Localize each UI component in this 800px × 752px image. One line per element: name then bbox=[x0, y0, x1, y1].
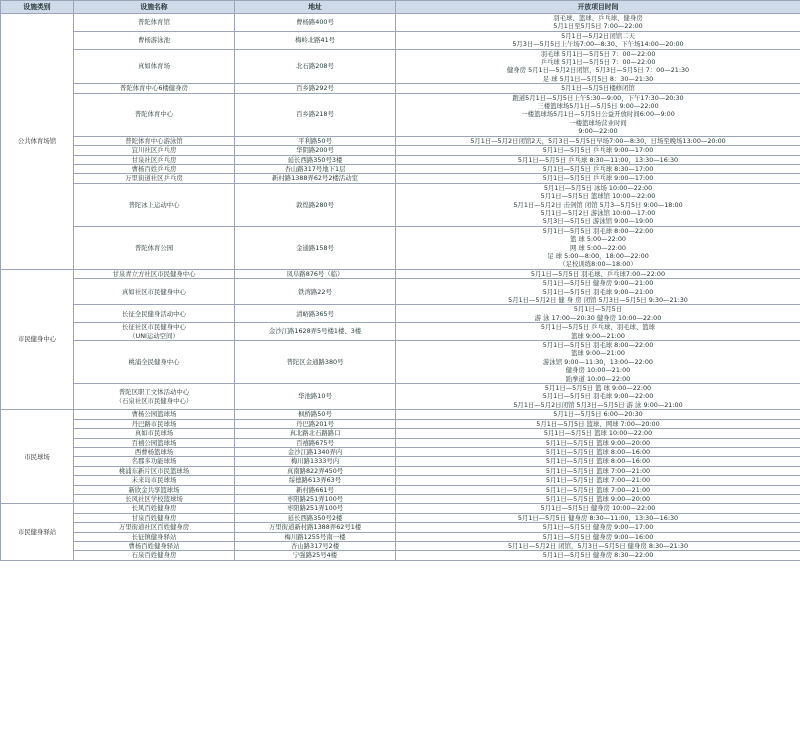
hours-line: 5月1日—5月2日 游泳馆 10:00—17:00 bbox=[540, 208, 656, 217]
hours-line: 5月1日—5月5日 羽毛球 8:00—22:00 bbox=[542, 341, 654, 350]
address-cell: 百乡路218号 bbox=[235, 93, 396, 136]
header-address: 地址 bbox=[235, 1, 396, 14]
address-cell: 百禧路675号 bbox=[235, 438, 396, 447]
hours-cell bbox=[396, 532, 800, 541]
table-row bbox=[1, 49, 800, 84]
header-category: 设施类别 bbox=[1, 1, 74, 14]
facility-name-cell bbox=[74, 183, 235, 226]
hours-line: 5月3日—5月5日上午场7:00—8:30、下午场14:00—20:00 bbox=[512, 40, 684, 49]
table-row bbox=[1, 174, 800, 183]
hours-line: 5月1日—5月5日 篮球 10:00—22:00 bbox=[543, 429, 653, 438]
hours-line: 5月1日—5月5日 篮球 8:00—16:00 bbox=[545, 457, 651, 466]
address-cell: 枣阳路251弄100号 bbox=[235, 504, 396, 513]
hours-cell bbox=[396, 305, 800, 323]
facility-name-cell bbox=[74, 146, 235, 155]
address-cell: 凤阜路876号（临） bbox=[235, 269, 396, 278]
hours-cell bbox=[396, 447, 800, 456]
facility-name: 真如体育场 bbox=[138, 62, 170, 71]
facility-name-cell bbox=[74, 532, 235, 541]
address-cell: 北石路208号 bbox=[235, 49, 396, 84]
hours-line: 5月1日—5月2日闭馆 5月3日—5月5日 游 泳 9:00—21:00 bbox=[513, 400, 683, 409]
address-cell: 枫桥路50号 bbox=[235, 410, 396, 419]
facility-name-cell bbox=[74, 279, 235, 305]
facility-name-cell bbox=[74, 523, 235, 532]
table-row bbox=[1, 419, 800, 428]
hours-line: 健身房 10:00—21:00 bbox=[565, 366, 631, 375]
facility-name-cell bbox=[74, 429, 235, 438]
facility-name: 百禧公园篮球场 bbox=[131, 438, 177, 447]
hours-line: 5月1日—5月5日 乒乓球 8:30—17:00 bbox=[542, 164, 654, 173]
hours-line: 5月1日—5月5日 篮球 7:00—21:00 bbox=[545, 476, 651, 485]
facility-name: 普陀体育中心游泳馆 bbox=[125, 136, 183, 145]
hours-line: 5月1日—5月5日 篮球 9:00—20:00 bbox=[545, 494, 651, 503]
table-row bbox=[1, 410, 800, 419]
facility-name: 长征镇健身驿站 bbox=[131, 532, 177, 541]
hours-line: 5月1日—5月5日 bbox=[573, 305, 623, 314]
facility-name: 万里街道社区乒乓房 bbox=[125, 174, 183, 183]
table-row bbox=[1, 466, 800, 475]
facility-name: 长风百姓健身房 bbox=[131, 504, 177, 513]
address-cell: 杏山路317号地下1层 bbox=[235, 164, 396, 173]
facility-name-cell bbox=[74, 155, 235, 164]
facility-name-cell bbox=[74, 384, 235, 410]
facility-name-cell bbox=[74, 447, 235, 456]
address-cell: 华池路10号 bbox=[235, 384, 396, 410]
facility-name-cell bbox=[74, 49, 235, 84]
table-row bbox=[1, 476, 800, 485]
facility-name-cell bbox=[74, 466, 235, 475]
table-row bbox=[1, 269, 800, 278]
hours-line: 健身房 5月1日—5月2日闭馆，5月3日—5月5日 7：00—21:30 bbox=[506, 66, 690, 75]
facility-name: 曹杨游泳池 bbox=[138, 36, 170, 45]
hours-cell bbox=[396, 93, 800, 136]
hours-line: 5月1日—5月5日 健身房 8:30—11:00，13:30—16:30 bbox=[517, 513, 679, 522]
address-cell: 梅川路1333号内 bbox=[235, 457, 396, 466]
hours-line: 5月1日—5月2日 击剑馆 闭馆 5月3—5月5日 9:00—18:00 bbox=[513, 200, 683, 209]
hours-cell bbox=[396, 14, 800, 32]
hours-line: 5月1日—5月5日 健身房 9:00—16:00 bbox=[542, 532, 654, 541]
hours-line: 5月1日—5月5日 篮球 7:00—21:00 bbox=[545, 466, 651, 475]
facility-name-cell bbox=[74, 31, 235, 49]
hours-cell bbox=[396, 164, 800, 173]
hours-line: 篮 球 5:00—22:00 bbox=[569, 235, 626, 244]
facility-name-cell bbox=[74, 14, 235, 32]
facility-name-cell bbox=[74, 419, 235, 428]
facility-name-cell bbox=[74, 494, 235, 503]
facility-name-cell bbox=[74, 341, 235, 384]
table-row bbox=[1, 429, 800, 438]
hours-line: 网 球 5:00—22:00 bbox=[569, 243, 626, 252]
address-cell: 清峪路365号 bbox=[235, 305, 396, 323]
facility-name: 曹杨百姓乒乓房 bbox=[131, 164, 177, 173]
facility-name: 普陀体育公园 bbox=[134, 243, 174, 252]
address-cell: 曹杨路400号 bbox=[235, 14, 396, 32]
hours-cell bbox=[396, 429, 800, 438]
address-cell: 延长西路350号2楼 bbox=[235, 513, 396, 522]
hours-cell bbox=[396, 513, 800, 522]
facility-name: 长风社区学校篮球场 bbox=[125, 494, 183, 503]
address-cell: 新村路1388弄62号2楼活动室 bbox=[235, 174, 396, 183]
table-body bbox=[1, 14, 800, 561]
facility-name-cell bbox=[74, 438, 235, 447]
address-cell: 普陀区金通路380号 bbox=[235, 341, 396, 384]
hours-line: 5月1日—5月2日闭馆二天 bbox=[561, 31, 635, 40]
table-row bbox=[1, 341, 800, 384]
table-row bbox=[1, 438, 800, 447]
table-row bbox=[1, 447, 800, 456]
facility-name-cell bbox=[74, 226, 235, 269]
category-cell: 公共体育场馆 bbox=[1, 14, 74, 270]
hours-cell bbox=[396, 457, 800, 466]
hours-cell bbox=[396, 419, 800, 428]
facility-name: 长征社区市民健身中心 bbox=[122, 323, 186, 332]
facility-name: 真如市民球场 bbox=[134, 429, 174, 438]
facility-name: 曹杨百姓健身驿站 bbox=[128, 541, 180, 550]
hours-cell bbox=[396, 31, 800, 49]
facility-name: 普陀体育中心 bbox=[134, 110, 174, 119]
hours-cell bbox=[396, 466, 800, 475]
table-row bbox=[1, 523, 800, 532]
facility-name-cell bbox=[74, 323, 235, 341]
hours-cell bbox=[396, 384, 800, 410]
hours-line: 5月1日—5月2日闭馆2天，5月3日—5月5日早场7:00—8:30、日场至晚场13:00—20:00 bbox=[470, 136, 726, 145]
address-cell: 绥德路613弄63号 bbox=[235, 476, 396, 485]
facility-name-cell bbox=[74, 305, 235, 323]
address-cell: 铁湾路22号 bbox=[235, 279, 396, 305]
facility-name: 曹杨公园篮球场 bbox=[131, 410, 177, 419]
table-row bbox=[1, 164, 800, 173]
address-cell: 真北路北石路路口 bbox=[235, 429, 396, 438]
hours-line: 5月1日—5月5日 篮 球 9:00—22:00 bbox=[544, 384, 652, 393]
table-row bbox=[1, 84, 800, 93]
facility-name-cell bbox=[74, 93, 235, 136]
table-row bbox=[1, 183, 800, 226]
facility-name-cell bbox=[74, 84, 235, 93]
hours-line: 三楼篮球场5月1日—5月5日 9:00—22:00 bbox=[537, 102, 659, 111]
header-opening-hours: 开放项目时间 bbox=[396, 1, 800, 14]
category-cell: 市民健身中心 bbox=[1, 269, 74, 410]
hours-line: 5月1日—5月5日 篮球 8:00—16:00 bbox=[545, 447, 651, 456]
hours-cell bbox=[396, 155, 800, 164]
hours-line: 5月1日—5月5日 篮球 7:00—21:00 bbox=[545, 485, 651, 494]
table-row bbox=[1, 155, 800, 164]
hours-line: 一楼篮球场5月1日—5月5日公益开放时间6:00—9:00 bbox=[521, 110, 675, 119]
hours-line: 跆拳道 10:00—22:00 bbox=[565, 374, 631, 383]
facility-name: 甘泉青立方社区市民健身中心 bbox=[112, 269, 196, 278]
header-facility-name: 设施名称 bbox=[74, 1, 235, 14]
facility-name: 名郡多功能球场 bbox=[131, 457, 177, 466]
hours-cell bbox=[396, 279, 800, 305]
hours-line: 5月1日—5月5日 篮球、网球 7:00—20:00 bbox=[536, 419, 660, 428]
facility-name-note: （UNI运动空间） bbox=[129, 331, 179, 340]
hours-line: 5月1日—5月5日 健身房 8:30—22:00 bbox=[542, 551, 654, 560]
facility-name: 万里街道社区百姓健身房 bbox=[118, 523, 190, 532]
hours-cell bbox=[396, 523, 800, 532]
hours-cell bbox=[396, 269, 800, 278]
hours-line: 5月1日—5月5日 羽毛球、乒乓球7:00—22:00 bbox=[530, 269, 666, 278]
facility-name: 新欣金共享篮球场 bbox=[128, 485, 180, 494]
address-cell: 百乡路292号 bbox=[235, 84, 396, 93]
table-row bbox=[1, 14, 800, 32]
hours-line: 5月1日至5月5日 7:00—22:00 bbox=[553, 22, 643, 31]
facility-name-cell bbox=[74, 174, 235, 183]
hours-line: 篮球 9:00—21:00 bbox=[571, 331, 625, 340]
hours-cell bbox=[396, 410, 800, 419]
facility-name-cell bbox=[74, 136, 235, 145]
hours-cell bbox=[396, 323, 800, 341]
hours-line: 5月1日—5月5日 乒乓球、羽毛球、篮球 bbox=[540, 323, 656, 332]
hours-line: 乒乓球 5月1日—5月5日 7：00—22:00 bbox=[540, 58, 656, 67]
table-row bbox=[1, 226, 800, 269]
hours-line: 足 球 5月1日—5月5日 8：30—21:30 bbox=[542, 74, 654, 83]
hours-cell bbox=[396, 174, 800, 183]
table-row bbox=[1, 305, 800, 323]
table-row bbox=[1, 532, 800, 541]
facility-name: 未来岛市民球场 bbox=[131, 476, 177, 485]
table-row bbox=[1, 541, 800, 550]
facility-name: 宜川社区乒乓房 bbox=[131, 146, 177, 155]
table-row bbox=[1, 513, 800, 522]
hours-line: 5月1日—5月5日 冰场 10:00—22:00 bbox=[543, 183, 653, 192]
address-cell: 金通路158号 bbox=[235, 226, 396, 269]
hours-cell bbox=[396, 84, 800, 93]
facility-name-cell bbox=[74, 513, 235, 522]
address-cell: 新村路661号 bbox=[235, 485, 396, 494]
hours-cell bbox=[396, 146, 800, 155]
facility-name-cell bbox=[74, 476, 235, 485]
facility-name-cell bbox=[74, 541, 235, 550]
hours-line: 5月1日—5月5日 乒乓球 9:00—17:00 bbox=[542, 174, 654, 183]
hours-cell bbox=[396, 438, 800, 447]
address-cell: 金沙江路1628弄5号楼1楼、3楼 bbox=[235, 323, 396, 341]
facility-name-cell bbox=[74, 269, 235, 278]
table-row bbox=[1, 457, 800, 466]
facility-name-cell bbox=[74, 504, 235, 513]
hours-line: 5月1日—5月5日 健身房 10:00—22:00 bbox=[540, 504, 656, 513]
facility-name: 普陀体育中心6楼健身房 bbox=[120, 84, 188, 93]
table-row bbox=[1, 146, 800, 155]
facility-name: 丹巴路市民球场 bbox=[131, 419, 177, 428]
address-cell: 宁强路25号4楼 bbox=[235, 551, 396, 560]
hours-cell bbox=[396, 49, 800, 84]
facility-name-cell bbox=[74, 551, 235, 560]
hours-line: 5月1日—5月5日 乒乓球 8:30—11:00，13:30—16:30 bbox=[517, 155, 679, 164]
facility-name-cell bbox=[74, 485, 235, 494]
hours-line: 5月1日—5月5日楼修闭馆 bbox=[561, 84, 635, 93]
hours-line: 5月1日—5月5日 6:00—20:30 bbox=[553, 410, 643, 419]
hours-line: 5月1日—5月5日 羽毛球 9:00—22:00 bbox=[542, 392, 654, 401]
facility-name: 桃浦全民健身中心 bbox=[128, 357, 180, 366]
facility-name: 普陀区职工文体活动中心 bbox=[118, 388, 190, 397]
hours-line: 5月1日—5月2日 健 身 房 闭馆 5月3日—5月5日 9:30—21:30 bbox=[508, 296, 688, 304]
hours-line: 跑道5月1日—5月5日上午5:30—9:00，下午17:30—20:30 bbox=[512, 93, 684, 102]
hours-line: 5月3日—5月5日 游泳馆 9:00—19:00 bbox=[542, 217, 654, 226]
facility-name-cell bbox=[74, 164, 235, 173]
facility-name: 甘泉社区乒乓房 bbox=[131, 155, 177, 164]
address-cell: 敦煌路280号 bbox=[235, 183, 396, 226]
table-row bbox=[1, 31, 800, 49]
table-row bbox=[1, 93, 800, 136]
hours-cell bbox=[396, 485, 800, 494]
hours-line: 5月1日—5月5日 篮球馆 10:00—22:00 bbox=[540, 192, 656, 201]
facility-name: 普陀冰上运动中心 bbox=[128, 200, 180, 209]
table-row bbox=[1, 279, 800, 305]
address-cell: 梅川路1255号南一楼 bbox=[235, 532, 396, 541]
hours-cell bbox=[396, 136, 800, 145]
table-row bbox=[1, 504, 800, 513]
facility-name: 普陀体育馆 bbox=[138, 18, 170, 27]
hours-line: （足校训练8:00—18:00） bbox=[559, 260, 637, 269]
hours-cell bbox=[396, 551, 800, 560]
facility-name: 长征全民健身活动中心 bbox=[122, 309, 186, 318]
hours-line: 5月1日—5月2日 闭馆，5月3日—5月5日 健身房 8:30—21:30 bbox=[507, 541, 689, 550]
hours-line: 足 球 5:00—8:00，18:00—22:00 bbox=[547, 251, 649, 260]
address-cell: 梅岭北路41号 bbox=[235, 31, 396, 49]
table-row bbox=[1, 136, 800, 145]
category-cell: 市民球场 bbox=[1, 410, 74, 504]
hours-line: 一楼篮球场营业时间 bbox=[569, 118, 627, 127]
facility-name: 真如社区市民健身中心 bbox=[122, 287, 186, 296]
address-cell: 万里街道新村路1388弄62号1楼 bbox=[235, 523, 396, 532]
hours-line: 5月1日—5月5日 羽毛球 9:00—21:00 bbox=[542, 287, 654, 296]
hours-line: 羽毛球 5月1日—5月5日 7：00—22:00 bbox=[540, 49, 656, 58]
table-row bbox=[1, 551, 800, 560]
address-cell: 金沙江路1340弄内 bbox=[235, 447, 396, 456]
hours-cell bbox=[396, 341, 800, 384]
facility-name: 桃浦东新片区市民篮球场 bbox=[118, 466, 190, 475]
table-row bbox=[1, 485, 800, 494]
hours-line: 5月1日—5月5日 乒乓球 9:00—17:00 bbox=[542, 146, 654, 155]
hours-line: 5月1日—5月5日 羽毛球 8:00—22:00 bbox=[542, 226, 654, 235]
hours-line: 羽毛球、篮球、乒乓球、健身房 bbox=[553, 14, 643, 22]
hours-cell bbox=[396, 494, 800, 503]
hours-line: 5月1日—5月5日 篮球 9:00—20:00 bbox=[545, 438, 651, 447]
hours-cell bbox=[396, 183, 800, 226]
facility-name-cell bbox=[74, 410, 235, 419]
table-row bbox=[1, 494, 800, 503]
address-cell: 延长西路350号3楼 bbox=[235, 155, 396, 164]
facility-name-cell bbox=[74, 457, 235, 466]
header-row bbox=[1, 1, 800, 14]
hours-cell bbox=[396, 476, 800, 485]
hours-line: 游泳馆 9:00—11:30，13:00—22:00 bbox=[543, 357, 653, 366]
address-cell: 丹巴路201号 bbox=[235, 419, 396, 428]
hours-cell bbox=[396, 504, 800, 513]
hours-line: 9:00—22:00 bbox=[578, 127, 618, 136]
facility-name: 石泉百姓健身房 bbox=[131, 551, 177, 560]
facility-name: 西曹杨篮球场 bbox=[134, 447, 174, 456]
address-cell: 华阴路200号 bbox=[235, 146, 396, 155]
facility-name: 甘泉百姓健身房 bbox=[131, 513, 177, 522]
hours-line: 游 泳 17:00—20:30 健身房 10:00—22:00 bbox=[534, 313, 662, 322]
hours-line: 5月1日—5月5日 健身房 9:00—17:00 bbox=[542, 523, 654, 532]
address-cell: 杏山路317号2楼 bbox=[235, 541, 396, 550]
facility-name-note: （石泉社区市民健身中心） bbox=[115, 396, 193, 405]
address-cell: 平利路50号 bbox=[235, 136, 396, 145]
category-cell: 市民健身驿站 bbox=[1, 504, 74, 560]
address-cell: 枣阳路251弄100号 bbox=[235, 494, 396, 503]
hours-cell bbox=[396, 226, 800, 269]
table-row bbox=[1, 384, 800, 410]
address-cell: 真南路822弄450号 bbox=[235, 466, 396, 475]
table-row bbox=[1, 323, 800, 341]
hours-cell bbox=[396, 541, 800, 550]
hours-line: 篮球 9:00—21:00 bbox=[571, 349, 625, 358]
hours-line: 5月1日—5月5日 健身房 9:00—21:00 bbox=[542, 279, 654, 288]
